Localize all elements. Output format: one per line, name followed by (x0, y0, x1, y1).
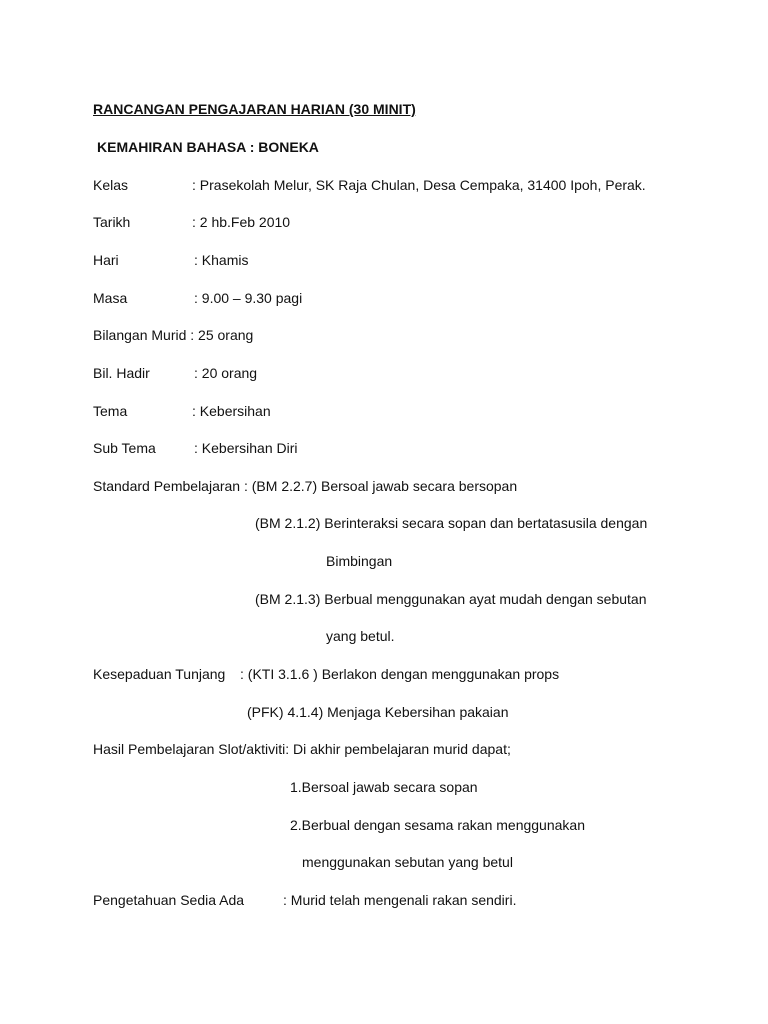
masa-value: : 9.00 – 9.30 pagi (194, 290, 303, 306)
standard-line-1: Standard Pembelajaran : (BM 2.2.7) Bersoal jawab secara bersopan (93, 478, 518, 494)
pengetahuan-value: : Murid telah mengenali rakan sendiri. (283, 892, 517, 908)
tarikh-value: : 2 hb.Feb 2010 (192, 214, 291, 230)
kelas-label: Kelas (93, 177, 129, 193)
kelas-value: : Prasekolah Melur, SK Raja Chulan, Desa Cempaka, 31400 Ipoh, Perak. (192, 177, 646, 193)
masa-label: Masa (93, 290, 128, 306)
hasil-item-1: 1.Bersoal jawab secara sopan (290, 779, 478, 795)
bil-hadir-label: Bil. Hadir (93, 365, 150, 381)
bilangan-murid: Bilangan Murid : 25 orang (93, 327, 254, 343)
hasil-item-2-cont: menggunakan sebutan yang betul (302, 854, 513, 870)
hari-label: Hari (93, 252, 119, 268)
hasil-item-2: 2.Berbual dengan sesama rakan menggunakan (290, 817, 585, 833)
tarikh-label: Tarikh (93, 214, 131, 230)
hari-value: : Khamis (194, 252, 249, 268)
sub-tema-label: Sub Tema (93, 440, 156, 456)
kesepaduan-line-2: (PFK) 4.1.4) Menjaga Kebersihan pakaian (247, 704, 509, 720)
kesepaduan-value: : (KTI 3.1.6 ) Berlakon dengan menggunakan props (240, 666, 560, 682)
hasil-line-1: Hasil Pembelajaran Slot/aktiviti: Di akhir pembelajaran murid dapat; (93, 741, 511, 757)
standard-line-3: Bimbingan (326, 553, 393, 569)
standard-line-2: (BM 2.1.2) Berinteraksi secara sopan dan bertatasusila dengan (255, 515, 648, 531)
pengetahuan-label: Pengetahuan Sedia Ada (93, 892, 245, 908)
document-subtitle: KEMAHIRAN BAHASA : BONEKA (97, 139, 319, 155)
sub-tema-value: : Kebersihan Diri (194, 440, 298, 456)
document-title: RANCANGAN PENGAJARAN HARIAN (30 MINIT) (93, 101, 416, 117)
tema-label: Tema (93, 403, 128, 419)
tema-value: : Kebersihan (192, 403, 271, 419)
standard-line-4: (BM 2.1.3) Berbual menggunakan ayat mudah dengan sebutan (255, 591, 647, 607)
standard-line-5: yang betul. (326, 628, 395, 644)
kesepaduan-label: Kesepaduan Tunjang (93, 666, 226, 682)
bil-hadir-value: : 20 orang (194, 365, 258, 381)
